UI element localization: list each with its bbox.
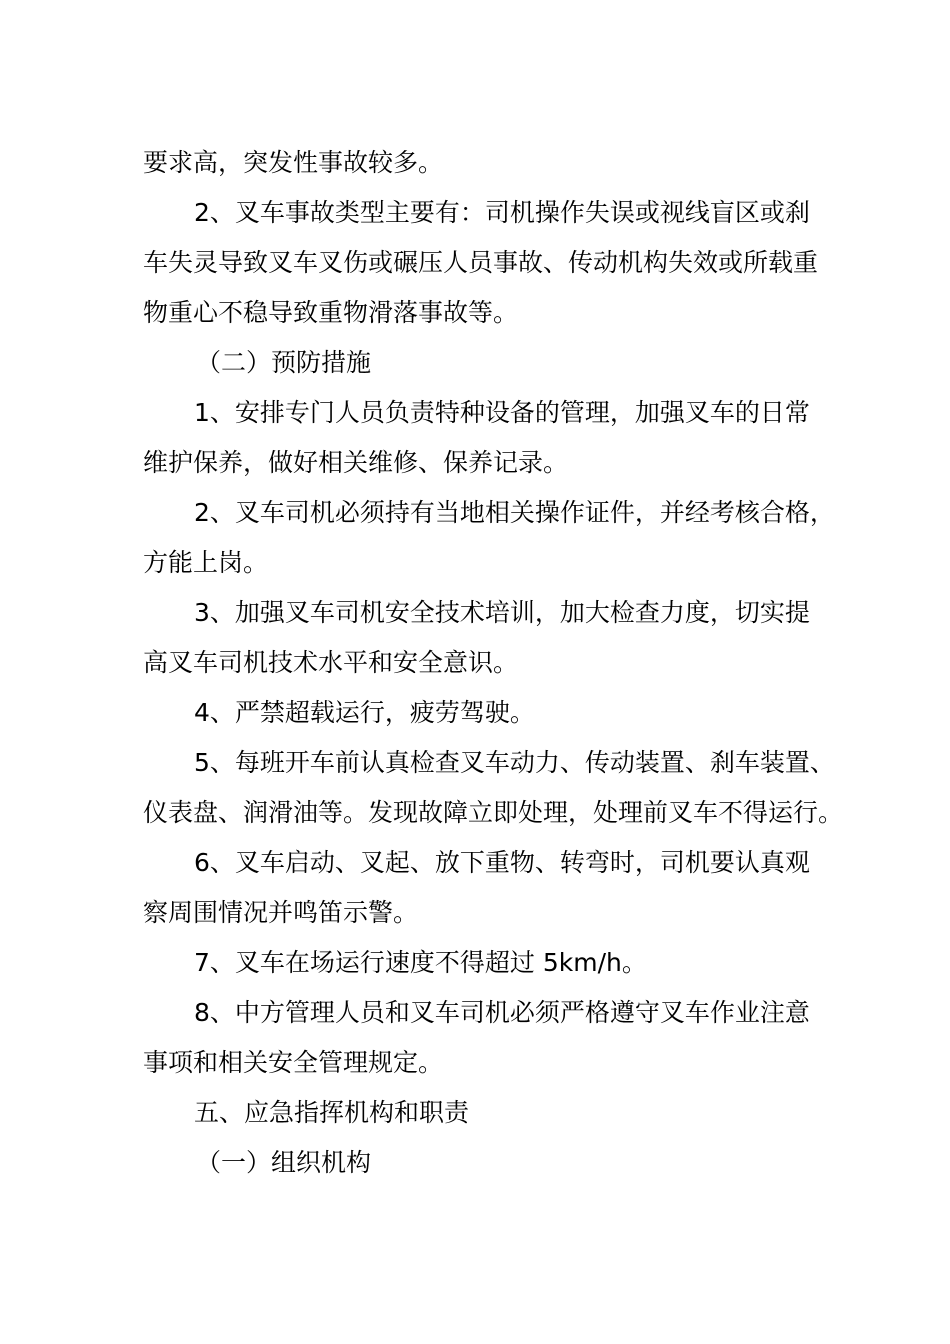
text-line: 1、安排专门人员负责特种设备的管理，加强叉车的日常: [194, 398, 810, 427]
text-line: 事项和相关安全管理规定。: [143, 1048, 444, 1077]
text-line: 5、每班开车前认真检查叉车动力、传动装置、刹车装置、: [194, 748, 835, 777]
text-line: 维护保养，做好相关维修、保养记录。: [143, 448, 569, 477]
section-heading: 五、应急指挥机构和职责: [194, 1098, 470, 1127]
section-heading: （一）组织机构: [196, 1148, 372, 1177]
section-heading: （二）预防措施: [196, 348, 372, 377]
text-line: 2、叉车事故类型主要有：司机操作失误或视线盲区或刹: [194, 198, 810, 227]
text-line: 要求高，突发性事故较多。: [143, 148, 444, 177]
text-line: 察周围情况并鸣笛示警。: [143, 898, 419, 927]
text-line: 7、叉车在场运行速度不得超过 5km/h。: [194, 948, 647, 977]
text-line: 2、叉车司机必须持有当地相关操作证件，并经考核合格，: [194, 498, 835, 527]
text-line: 8、中方管理人员和叉车司机必须严格遵守叉车作业注意: [194, 998, 810, 1027]
text-line: 仪表盘、润滑油等。发现故障立即处理，处理前叉车不得运行。: [143, 798, 844, 827]
text-line: 4、严禁超载运行，疲劳驾驶。: [194, 698, 535, 727]
text-line: 方能上岗。: [143, 548, 269, 577]
text-line: 物重心不稳导致重物滑落事故等。: [143, 298, 519, 327]
text-line: 3、加强叉车司机安全技术培训，加大检查力度，切实提: [194, 598, 810, 627]
text-line: 6、叉车启动、叉起、放下重物、转弯时，司机要认真观: [194, 848, 810, 877]
text-line: 车失灵导致叉车叉伤或碾压人员事故、传动机构失效或所载重: [143, 248, 819, 277]
text-line: 高叉车司机技术水平和安全意识。: [143, 648, 519, 677]
